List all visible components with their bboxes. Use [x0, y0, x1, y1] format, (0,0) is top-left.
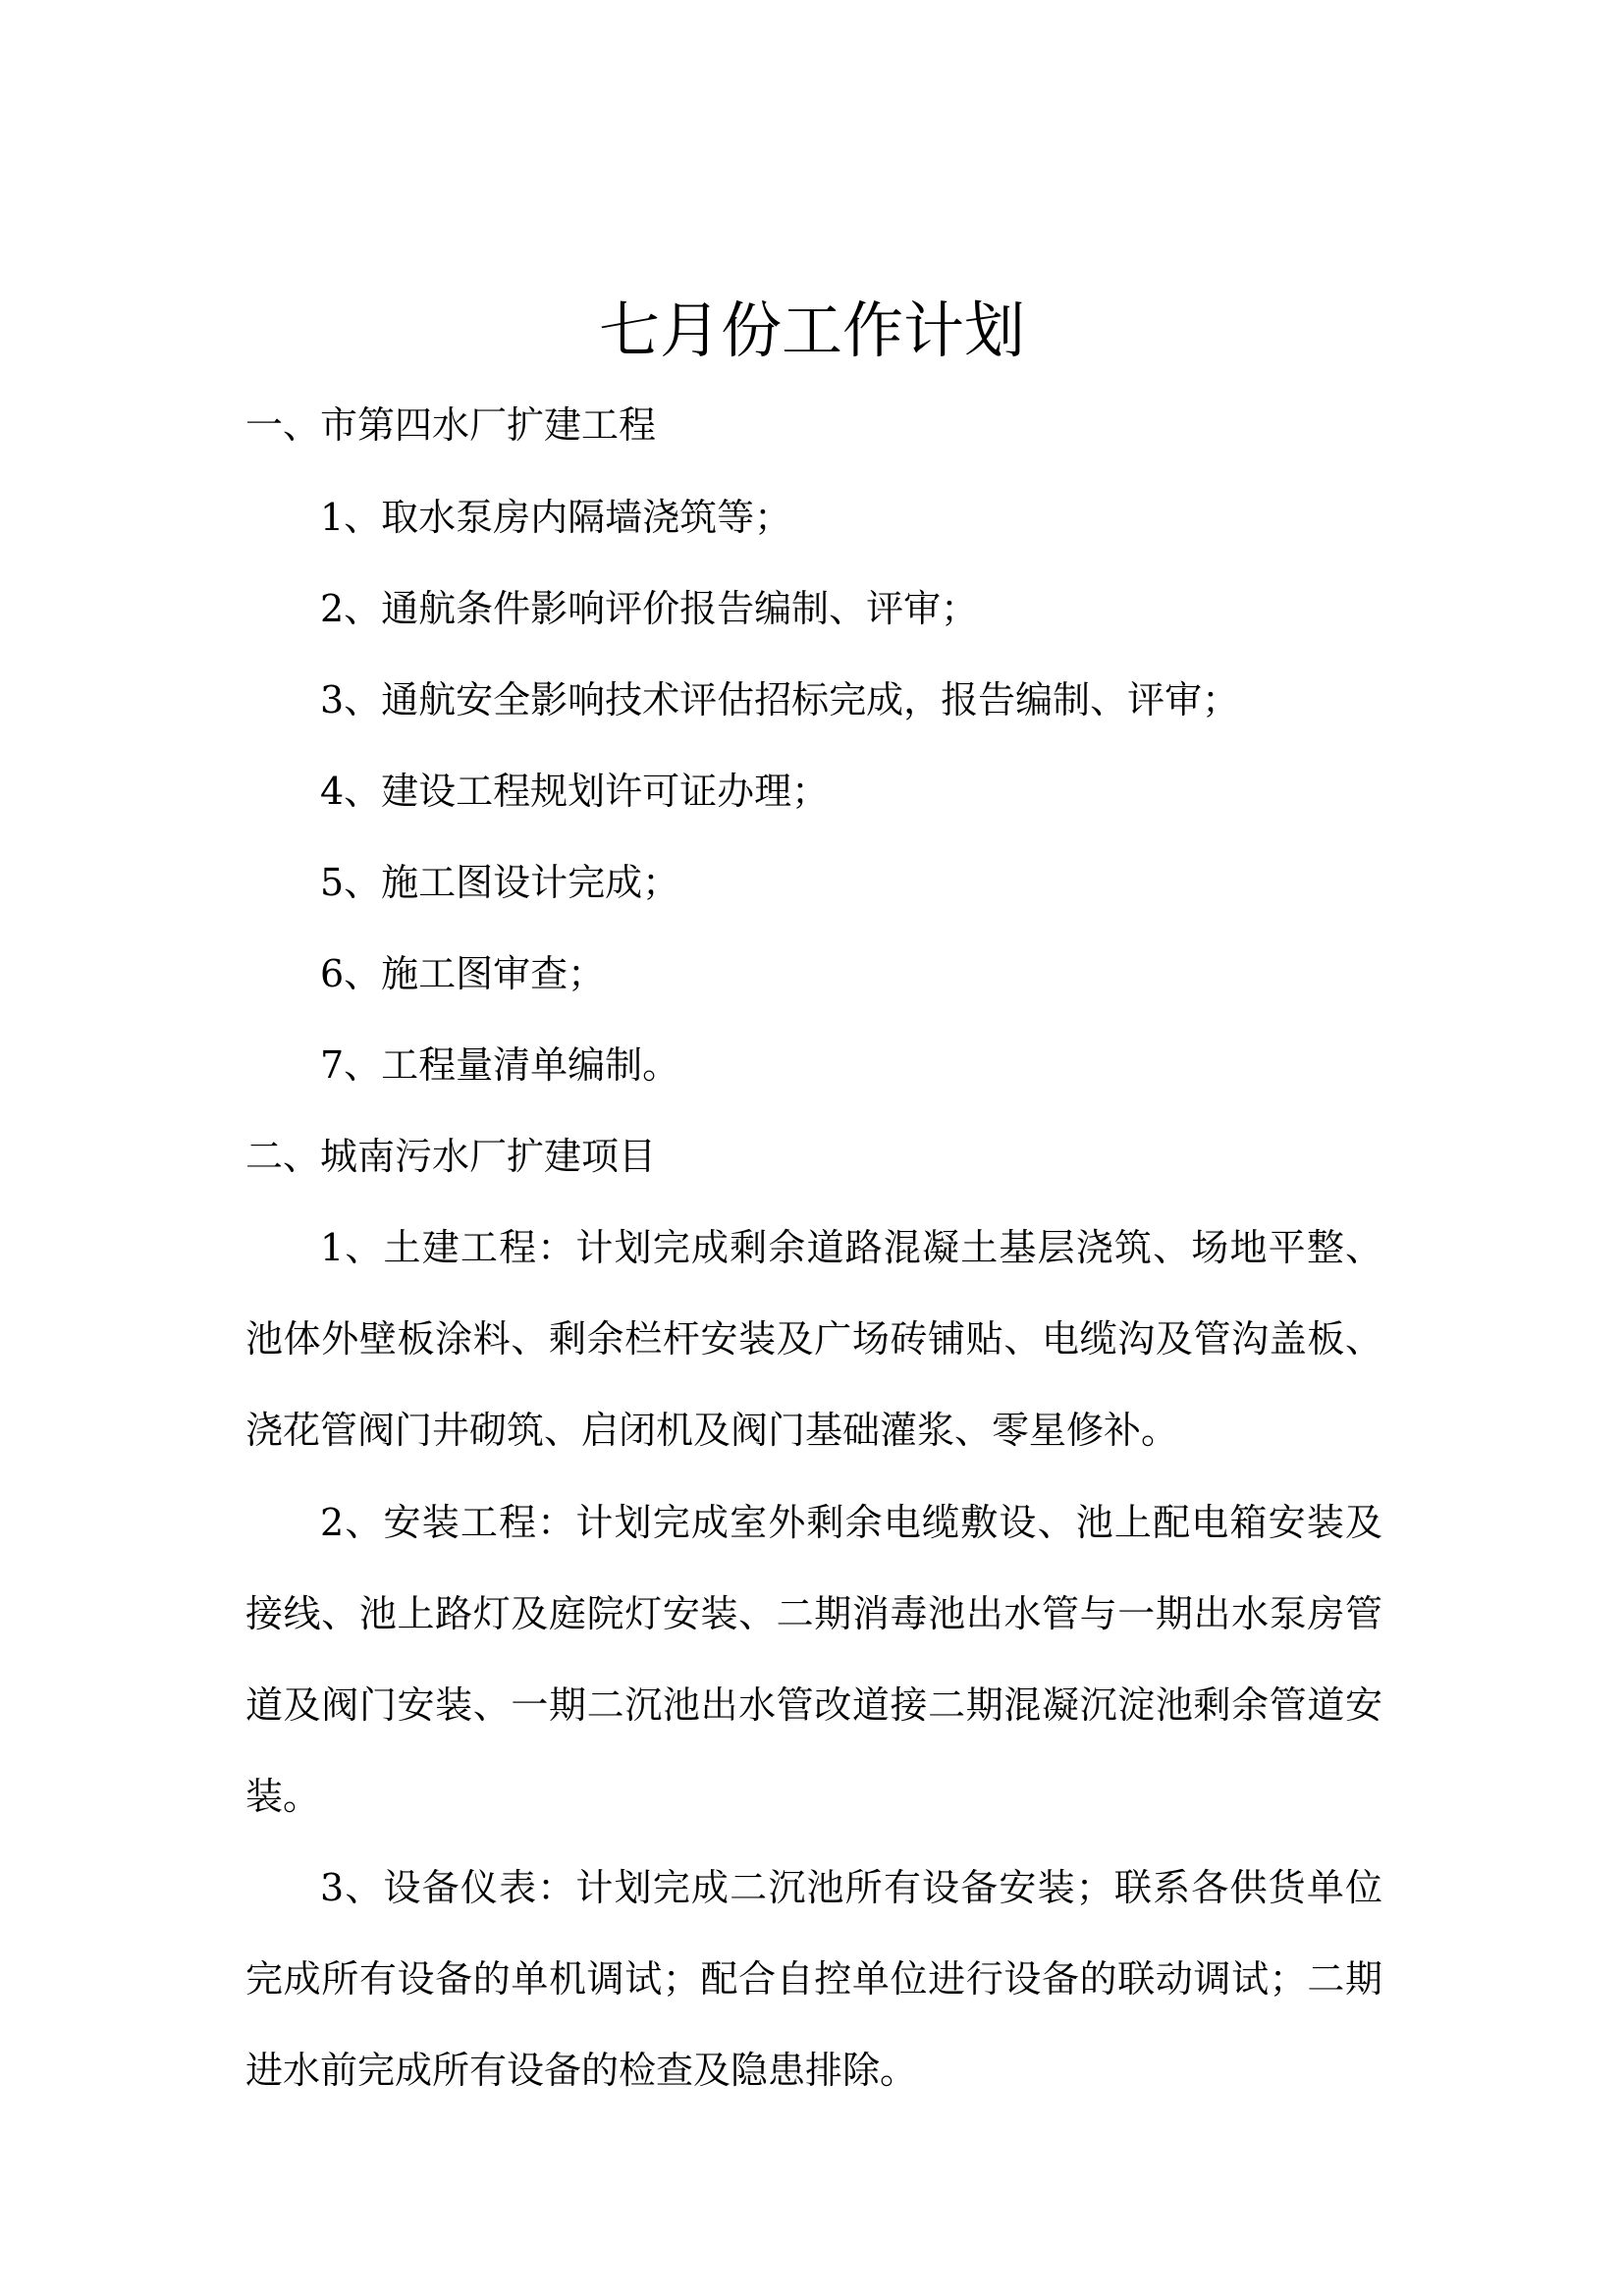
- list-item: 3、通航安全影响技术评估招标完成，报告编制、评审；: [320, 678, 1240, 721]
- list-item: 5、施工图设计完成；: [320, 861, 680, 904]
- paragraph-installation-works: 2、安装工程：计划完成室外剩余电缆敷设、池上配电箱安装及接线、池上路灯及庭院灯安装、二期消毒池出水管与一期出水泵房管道及阀门安装、一期二沉池出水管改道接二期混凝沉淀池剩余管道安装。: [245, 1501, 1382, 1818]
- document-title: 七月份工作计划: [598, 294, 1025, 366]
- list-item: 2、通航条件影响评价报告编制、评审；: [320, 587, 979, 630]
- paragraph-civil-works: 1、土建工程：计划完成剩余道路混凝土基层浇筑、场地平整、池体外壁板涂料、剩余栏杆安装及广场砖铺贴、电缆沟及管沟盖板、浇花管阀门井砌筑、启闭机及阀门基础灌浆、零星修补。: [245, 1226, 1382, 1452]
- section-heading-2: 二、城南污水厂扩建项目: [245, 1135, 657, 1178]
- list-item: 4、建设工程规划许可证办理；: [320, 770, 830, 813]
- paragraph-equipment-instruments: 3、设备仪表：计划完成二沉池所有设备安装；联系各供货单位完成所有设备的单机调试；配合自控单位进行设备的联动调试；二期进水前完成所有设备的检查及隐患排除。: [245, 1866, 1382, 2092]
- section-heading-1: 一、市第四水厂扩建工程: [245, 403, 657, 447]
- list-item: 7、工程量清单编制。: [320, 1043, 680, 1087]
- list-item: 6、施工图审查；: [320, 952, 606, 995]
- list-item: 1、取水泵房内隔墙浇筑等；: [320, 496, 792, 539]
